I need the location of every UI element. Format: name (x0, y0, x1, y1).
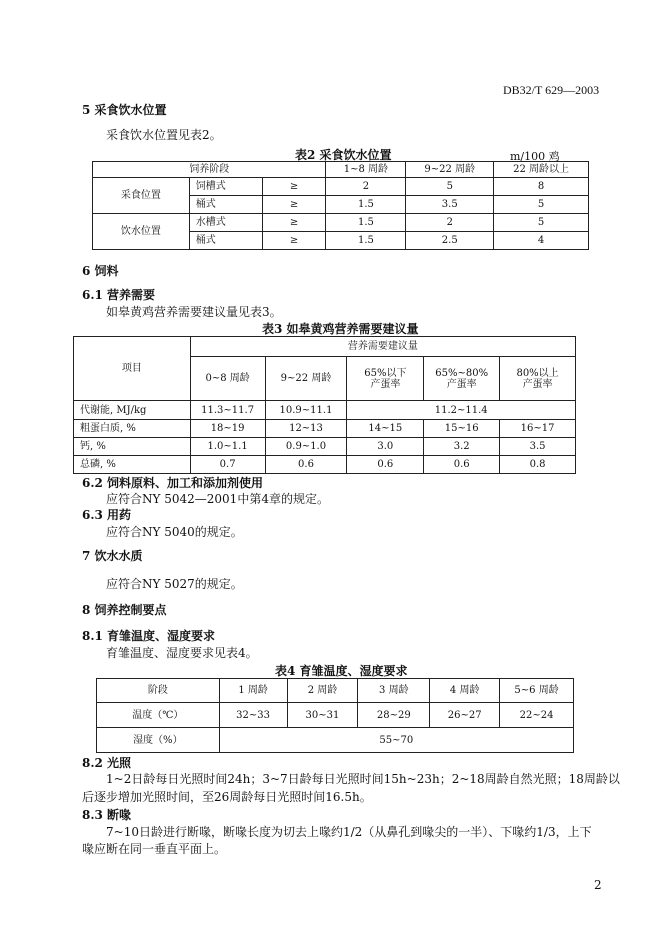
table-4-header-col: 4 周龄 (430, 679, 500, 703)
table-3-cell: 1.0~1.1 (190, 438, 265, 456)
table-3-row-label: 钙, % (74, 438, 191, 456)
table-2-group-feeding: 采食位置 (93, 178, 190, 214)
page-number: 2 (594, 878, 602, 892)
table-2-cell: 5 (406, 178, 494, 196)
section-8-heading: 8 饲养控制要点 (82, 603, 167, 617)
section-8-1-heading: 8.1 育雏温度、湿度要求 (82, 629, 216, 643)
table-2-row-type: 饲槽式 (189, 178, 262, 196)
table-2-unit: m/100 鸡 (510, 150, 560, 163)
section-6-2-heading: 6.2 饲料原料、加工和添加剂使用 (82, 476, 264, 490)
section-5-heading: 5 采食饮水位置 (82, 103, 167, 117)
table-3-cell: 0.9~1.0 (265, 438, 347, 456)
table-3-header-col: 80%以上 产蛋率 (500, 357, 576, 401)
section-8-2-text-line1: 1~2日龄每日光照时间24h；3~7日龄每日光照时间15h~23h；2~18周龄自然光照；18周龄以 (106, 772, 620, 786)
table-3-cell: 0.6 (347, 456, 424, 474)
table-2-cell: 5 (494, 214, 589, 232)
table-3-cell: 11.3~11.7 (190, 401, 265, 420)
table-4-cell: 55~70 (219, 728, 573, 753)
table-2-row-op: ≥ (262, 196, 326, 214)
table-2-cell: 3.5 (406, 196, 494, 214)
table-3-cell: 3.0 (347, 438, 424, 456)
table-4-header-col: 2 周龄 (287, 679, 358, 703)
table-3-row-label: 总磷, % (74, 456, 191, 474)
table-2-row-op: ≥ (262, 232, 326, 250)
section-8-3-text-line1: 7~10日龄进行断喙，断喙长度为切去上喙约1/2（从鼻孔到喙尖的一半）、下喙约1/3，上下 (106, 825, 592, 839)
table-3-cell: 3.2 (424, 438, 500, 456)
table-4-cell: 28~29 (358, 703, 430, 728)
table-3-cell: 10.9~11.1 (265, 401, 347, 420)
table-4-row-label: 温度（℃） (97, 703, 220, 728)
table-2-header-col: 9~22 周龄 (406, 162, 494, 178)
table-3-row-label: 粗蛋白质, % (74, 420, 191, 438)
table-2-cell: 2 (406, 214, 494, 232)
table-2-row-op: ≥ (262, 214, 326, 232)
section-8-2-heading: 8.2 光照 (82, 756, 132, 770)
table-3-cell: 14~15 (347, 420, 424, 438)
section-6-1-heading: 6.1 营养需要 (82, 288, 156, 302)
table-2 (92, 161, 589, 250)
table-2-row-type: 桶式 (189, 196, 262, 214)
table-4-header-col: 5~6 周龄 (500, 679, 574, 703)
section-6-heading: 6 饲料 (82, 264, 119, 278)
table-3-caption: 表3 如皋黄鸡营养需要建议量 (262, 322, 419, 336)
table-4-cell: 22~24 (500, 703, 574, 728)
table-3-header-col: 9~22 周龄 (265, 357, 347, 401)
table-4-cell: 30~31 (287, 703, 358, 728)
table-4-caption: 表4 育雏温度、湿度要求 (275, 664, 408, 678)
table-2-header-col: 22 周龄以上 (494, 162, 589, 178)
table-3 (73, 336, 576, 474)
table-3-cell: 16~17 (500, 420, 576, 438)
table-2-cell: 5 (494, 196, 589, 214)
table-3-header-item: 项目 (74, 337, 191, 401)
table-3-cell: 3.5 (500, 438, 576, 456)
table-4-header-col: 1 周龄 (219, 679, 287, 703)
table-4-row-label: 湿度（%） (97, 728, 220, 753)
table-2-cell: 1.5 (326, 214, 406, 232)
table-3-cell: 12~13 (265, 420, 347, 438)
table-2-row-type: 桶式 (189, 232, 262, 250)
table-2-row-op: ≥ (262, 178, 326, 196)
table-3-cell: 0.7 (190, 456, 265, 474)
section-8-1-text: 育雏温度、湿度要求见表4。 (106, 646, 258, 660)
section-6-2-text: 应符合NY 5042—2001中第4章的规定。 (106, 492, 329, 506)
table-3-header-col: 0~8 周龄 (190, 357, 265, 401)
table-4 (96, 678, 574, 753)
table-4-header-col: 3 周龄 (358, 679, 430, 703)
section-6-3-text: 应符合NY 5040的规定。 (106, 525, 243, 539)
table-3-cell: 18~19 (190, 420, 265, 438)
table-3-cell: 11.2~11.4 (347, 401, 576, 420)
table-2-cell: 2.5 (406, 232, 494, 250)
section-8-3-heading: 8.3 断喙 (82, 808, 132, 822)
table-2-header-col: 1~8 周龄 (326, 162, 406, 178)
table-3-row-label: 代谢能, MJ/kg (74, 401, 191, 420)
section-8-3-text-line2: 喙应断在同一垂直平面上。 (82, 842, 227, 856)
document-id: DB32/T 629—2003 (503, 83, 600, 97)
table-3-header-col: 65%~80% 产蛋率 (424, 357, 500, 401)
table-2-cell: 1.5 (326, 196, 406, 214)
table-3-header-group: 营养需要建议量 (190, 337, 575, 357)
table-4-cell: 26~27 (430, 703, 500, 728)
section-5-intro: 采食饮水位置见表2。 (106, 128, 222, 142)
table-4-cell: 32~33 (219, 703, 287, 728)
table-4-header-stage: 阶段 (97, 679, 220, 703)
table-3-cell: 0.6 (424, 456, 500, 474)
section-6-3-heading: 6.3 用药 (82, 508, 132, 522)
table-2-cell: 2 (326, 178, 406, 196)
table-2-row-type: 水槽式 (189, 214, 262, 232)
section-7-heading: 7 饮水水质 (82, 549, 143, 563)
section-6-1-text: 如皋黄鸡营养需要建议量见表3。 (106, 305, 282, 319)
table-3-header-col: 65%以下 产蛋率 (347, 357, 424, 401)
table-2-cell: 4 (494, 232, 589, 250)
section-8-2-text-line2: 后逐步增加光照时间，至26周龄每日光照时间16.5h。 (82, 790, 372, 804)
table-3-cell: 15~16 (424, 420, 500, 438)
table-3-cell: 0.6 (265, 456, 347, 474)
table-3-cell: 0.8 (500, 456, 576, 474)
table-2-cell: 8 (494, 178, 589, 196)
table-2-header-stage: 饲养阶段 (93, 162, 326, 178)
table-2-cell: 1.5 (326, 232, 406, 250)
table-2-group-drinking: 饮水位置 (93, 214, 190, 250)
table-2-caption: 表2 采食饮水位置 (295, 148, 392, 162)
section-7-text: 应符合NY 5027的规定。 (106, 577, 243, 591)
